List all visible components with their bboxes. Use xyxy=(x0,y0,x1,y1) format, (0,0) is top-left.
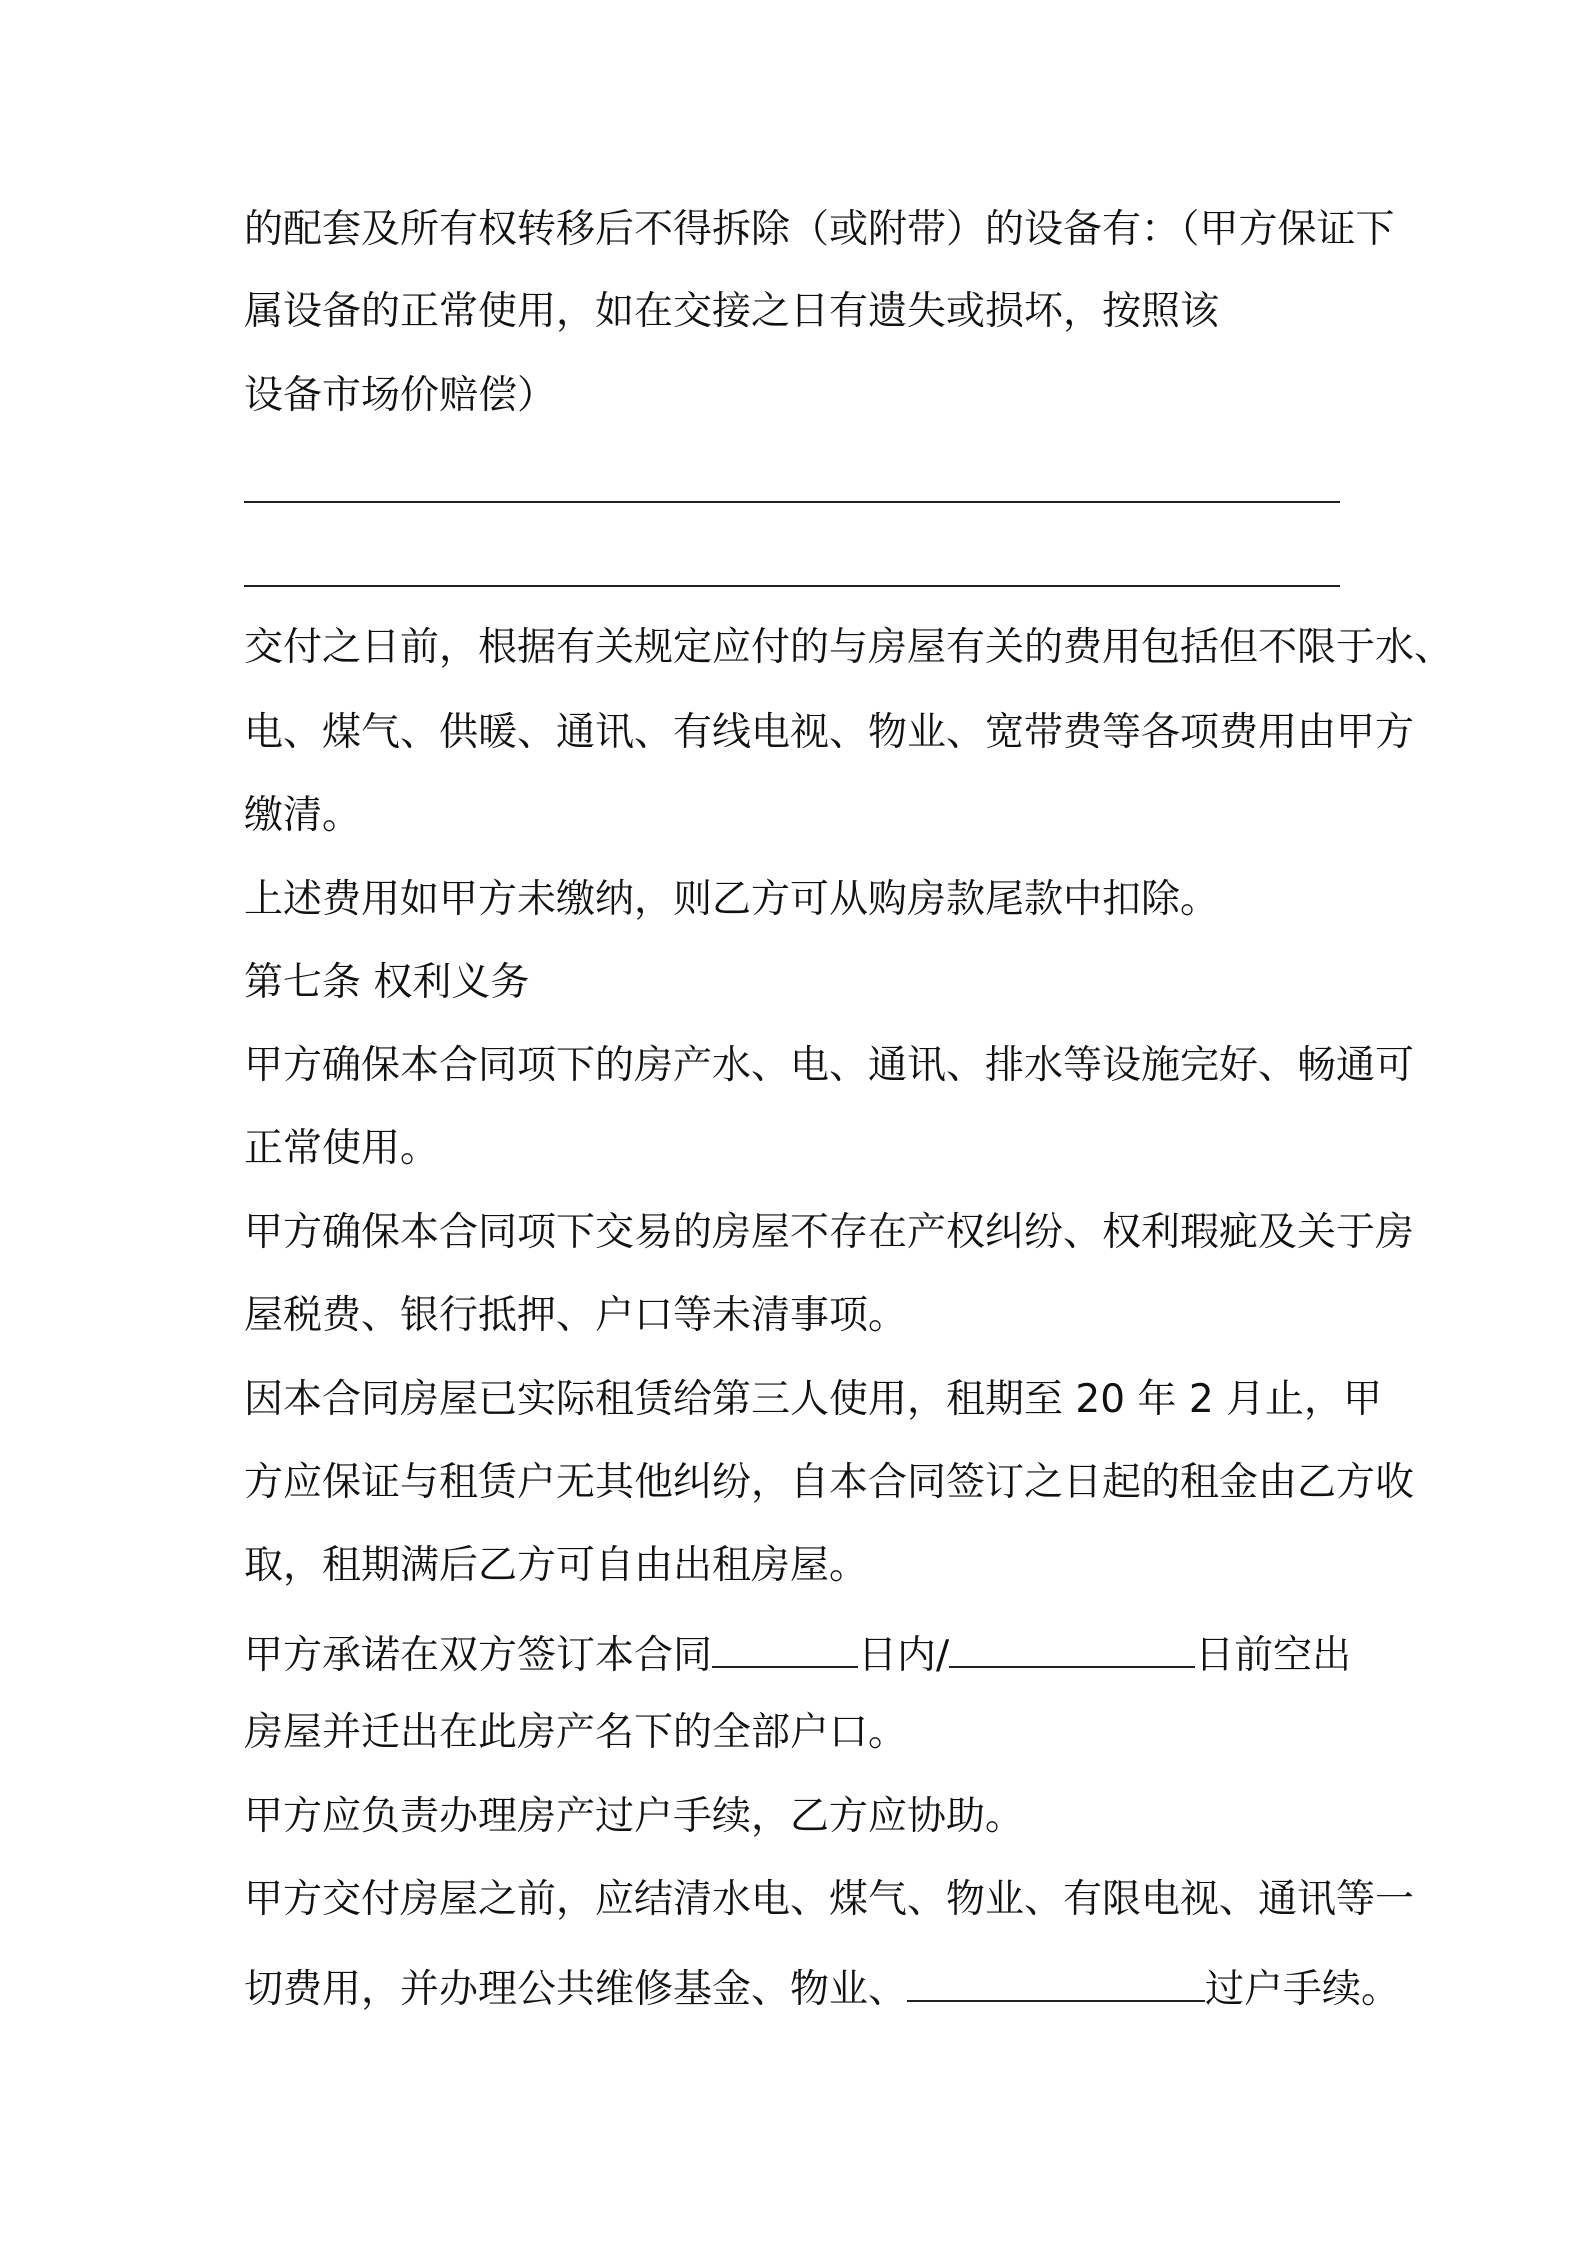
paragraph-line: 交付之日前，根据有关规定应付的与房屋有关的费用包括但不限于水、 xyxy=(244,625,1454,670)
blank-fill-days xyxy=(712,1630,858,1668)
paragraph-line: 甲方确保本合同项下的房产水、电、通讯、排水等设施完好、畅通可 xyxy=(244,1043,1415,1088)
paragraph-line: 因本合同房屋已实际租赁给第三人使用，租期至 20 年 2 月止，甲 xyxy=(244,1377,1383,1422)
paragraph-line: 电、煤气、供暖、通讯、有线电视、物业、宽带费等各项费用由甲方 xyxy=(244,710,1415,755)
blank-fill-line xyxy=(244,585,1340,587)
blank-fill-date xyxy=(949,1630,1195,1668)
article-heading: 第七条 权利义务 xyxy=(244,960,530,1005)
paragraph-line: 甲方应负责办理房产过户手续，乙方应协助。 xyxy=(244,1794,1025,1839)
paragraph-line: 甲方确保本合同项下交易的房屋不存在产权纠纷、权利瑕疵及关于房 xyxy=(244,1210,1415,1255)
paragraph-line: 正常使用。 xyxy=(244,1126,440,1171)
text-segment: 日前空出 xyxy=(1195,1633,1352,1678)
text-segment: 甲方承诺在双方签订本合同 xyxy=(244,1633,713,1678)
paragraph-line: 房屋并迁出在此房产名下的全部户口。 xyxy=(244,1710,908,1755)
paragraph-line: 方应保证与租赁户无其他纠纷，自本合同签订之日起的租金由乙方收 xyxy=(244,1460,1415,1505)
paragraph-line: 上述费用如甲方未缴纳，则乙方可从购房款尾款中扣除。 xyxy=(244,877,1220,922)
blank-fill-item xyxy=(907,1964,1205,2002)
text-segment: 过户手续。 xyxy=(1205,1967,1401,2012)
paragraph-line: 属设备的正常使用，如在交接之日有遗失或损坏，按照该 xyxy=(244,289,1220,334)
paragraph-line xyxy=(244,1964,1401,2012)
paragraph-line: 缴清。 xyxy=(244,793,362,838)
text-segment: 日内/ xyxy=(858,1633,950,1678)
paragraph-line: 取，租期满后乙方可自由出租房屋。 xyxy=(244,1543,869,1588)
paragraph-line: 屋税费、银行抵押、户口等未清事项。 xyxy=(244,1293,908,1338)
paragraph-line: 甲方交付房屋之前，应结清水电、煤气、物业、有限电视、通讯等一 xyxy=(244,1877,1415,1922)
blank-fill-line xyxy=(244,501,1340,503)
paragraph-line xyxy=(244,1630,1352,1678)
paragraph-line: 设备市场价赔偿） xyxy=(244,373,557,418)
paragraph-line: 的配套及所有权转移后不得拆除（或附带）的设备有：（甲方保证下 xyxy=(244,207,1395,252)
text-segment: 切费用，并办理公共维修基金、物业、 xyxy=(244,1967,908,2012)
